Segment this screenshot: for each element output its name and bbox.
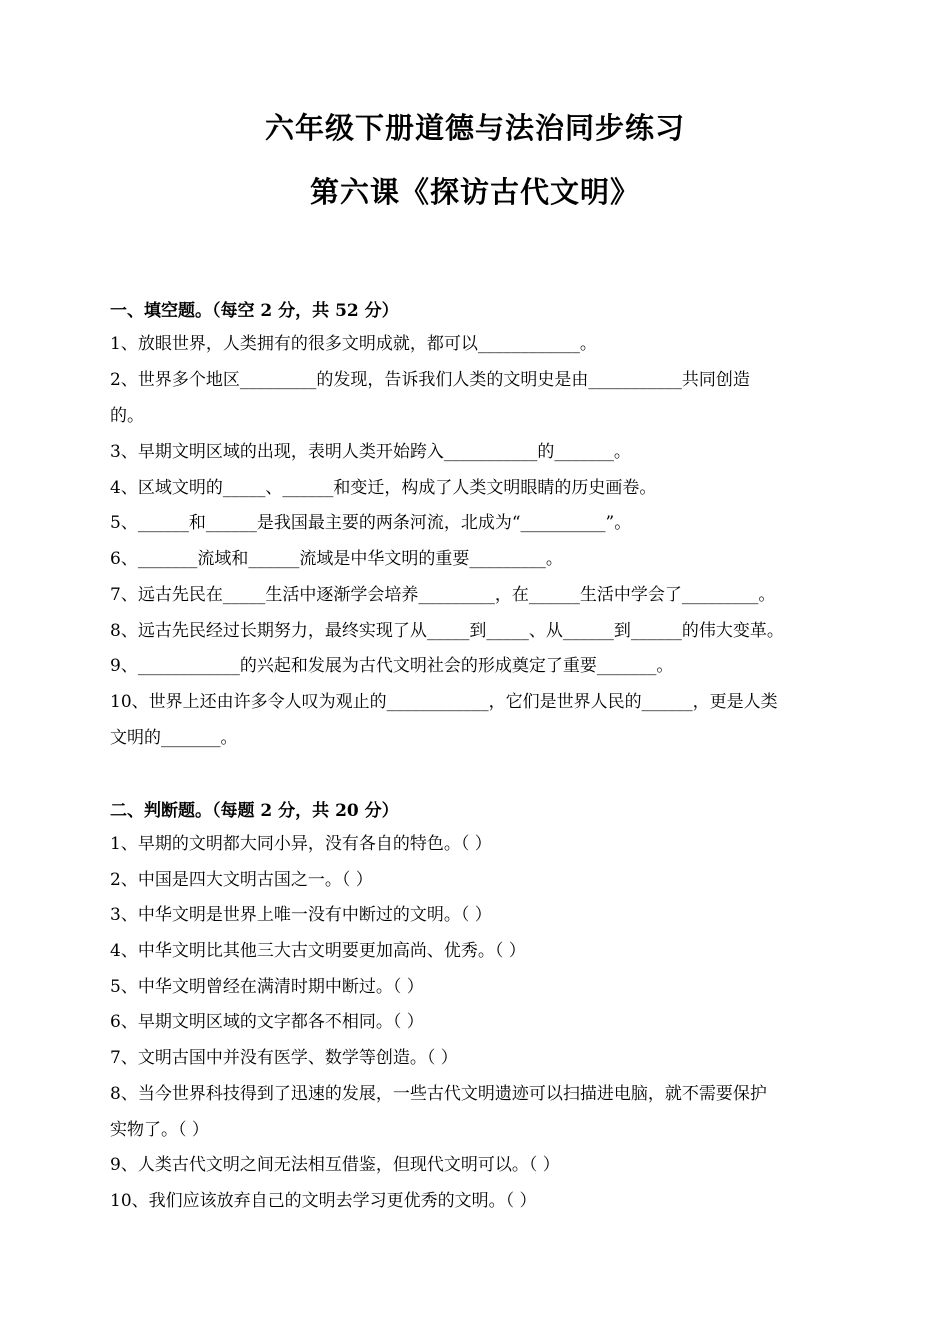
fill-in-line: 10、世界上还由许多令人叹为观止的____________，它们是世界人民的______，更是人类: [110, 692, 778, 712]
section-heading-true-false: 二、判断题。（每题 2 分，共 20 分）: [110, 801, 399, 821]
fill-in-line: 4、区域文明的_____、______和变迁，构成了人类文明眼睛的历史画卷。: [110, 478, 657, 498]
true-false-line: 实物了。（ ）: [110, 1120, 209, 1140]
true-false-line: 2、中国是四大文明古国之一。（ ）: [110, 870, 373, 890]
fill-in-line: 7、远古先民在_____生活中逐渐学会培养_________，在______生活中学会了_________。: [110, 585, 776, 605]
true-false-line: 3、中华文明是世界上唯一没有中断过的文明。（ ）: [110, 905, 492, 925]
true-false-line: 4、中华文明比其他三大古文明要更加高尚、优秀。（ ）: [110, 941, 526, 961]
lesson-title: 第六课《探访古代文明》: [309, 175, 640, 209]
true-false-line: 9、人类古代文明之间无法相互借鉴，但现代文明可以。（ ）: [110, 1155, 560, 1175]
fill-in-line: 5、______和______是我国最主要的两条河流，北成为“__________”。: [110, 513, 632, 533]
fill-in-line: 2、世界多个地区_________的发现，告诉我们人类的文明史是由___________共同创造: [110, 370, 750, 390]
document-title: 六年级下册道德与法治同步练习: [264, 111, 685, 145]
true-false-line: 6、早期文明区域的文字都各不相同。（ ）: [110, 1012, 424, 1032]
fill-in-line: 3、早期文明区域的出现，表明人类开始跨入___________的_______。: [110, 442, 631, 462]
fill-in-line: 6、_______流域和______流域是中华文明的重要_________。: [110, 549, 563, 569]
fill-in-line: 文明的_______。: [110, 728, 238, 748]
fill-in-line: 的。: [110, 406, 144, 426]
section-heading-fill-in: 一、填空题。（每空 2 分，共 52 分）: [110, 301, 399, 321]
true-false-line: 7、文明古国中并没有医学、数学等创造。（ ）: [110, 1048, 458, 1068]
true-false-line: 5、中华文明曾经在满清时期中断过。（ ）: [110, 977, 424, 997]
true-false-line: 1、早期的文明都大同小异，没有各自的特色。（ ）: [110, 834, 492, 854]
true-false-line: 8、当今世界科技得到了迅速的发展，一些古代文明遗迹可以扫描进电脑，就不需要保护: [110, 1084, 767, 1104]
fill-in-line: 9、____________的兴起和发展为古代文明社会的形成奠定了重要_______。: [110, 656, 674, 676]
fill-in-line: 8、远古先民经过长期努力，最终实现了从_____到_____、从______到______的伟大变革。: [110, 621, 784, 641]
true-false-line: 10、我们应该放弃自己的文明去学习更优秀的文明。（ ）: [110, 1191, 537, 1211]
fill-in-line: 1、放眼世界，人类拥有的很多文明成就，都可以____________。: [110, 334, 597, 354]
